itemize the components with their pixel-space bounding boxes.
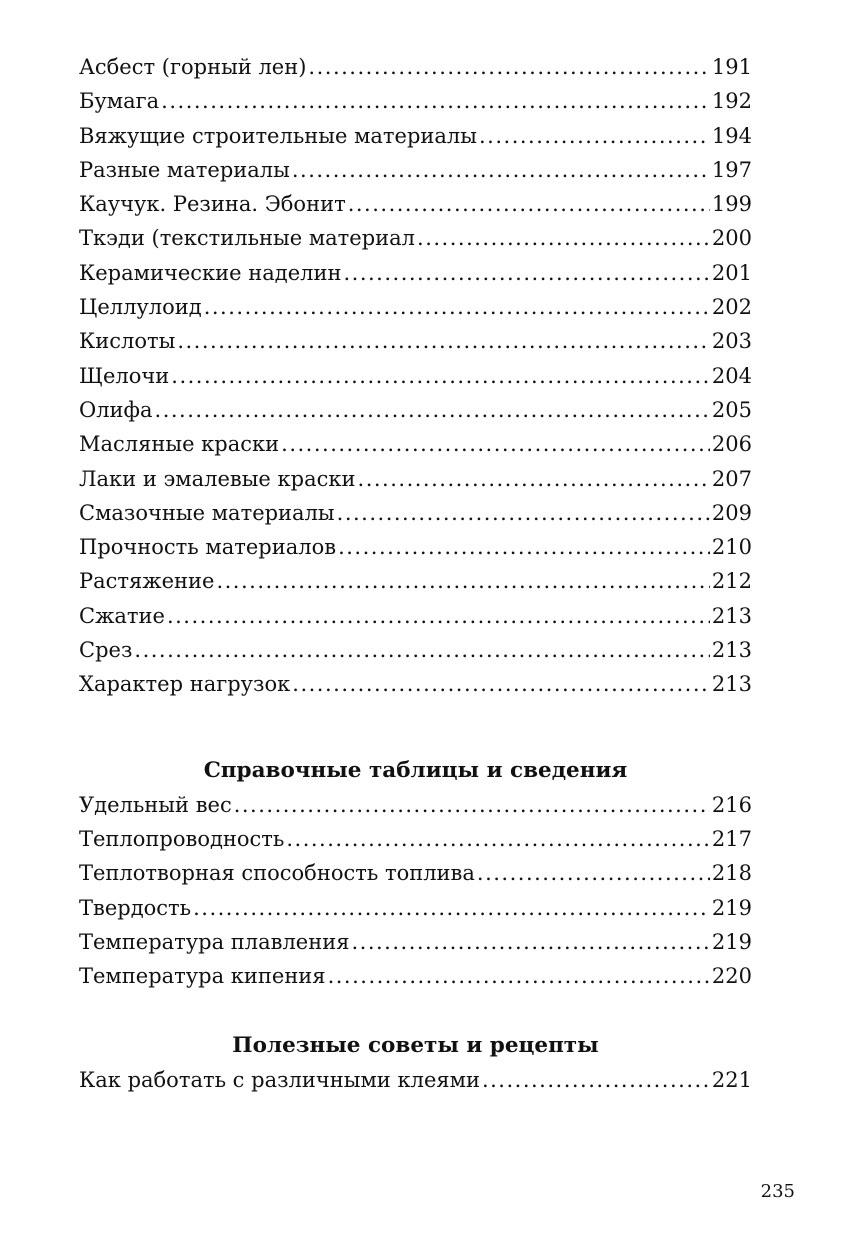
toc-leader-dots xyxy=(134,633,710,667)
toc-leader-dots xyxy=(337,496,710,530)
toc-entry-title: Бумага xyxy=(79,89,160,114)
toc-leader-dots xyxy=(348,187,710,221)
toc-entry-title: Теплотворная способность топлива xyxy=(79,861,475,886)
toc-entry xyxy=(79,359,752,393)
toc-entry xyxy=(79,84,752,118)
toc-leader-dots xyxy=(281,427,710,461)
toc-entry-title: Температура кипения xyxy=(79,964,326,989)
toc-entry xyxy=(79,564,752,598)
toc-entry-title: Каучук. Резина. Эбонит xyxy=(79,192,346,217)
toc-entry-page: 194 xyxy=(711,123,752,148)
toc-leader-dots xyxy=(308,50,709,84)
toc-leader-dots xyxy=(351,925,709,959)
toc-leader-dots xyxy=(171,359,710,393)
toc-entry xyxy=(79,187,752,221)
toc-entry-page: 204 xyxy=(711,363,752,388)
toc-reference-list xyxy=(79,788,752,994)
toc-leader-dots xyxy=(292,153,710,187)
toc-leader-dots xyxy=(286,822,710,856)
toc-entry xyxy=(79,925,752,959)
toc-entry-page: 213 xyxy=(711,638,752,663)
toc-entry-title: Ткэди (текстильные материал xyxy=(79,226,416,251)
toc-leader-dots xyxy=(292,667,710,701)
toc-entry-page: 220 xyxy=(711,964,752,989)
toc-entry-page: 199 xyxy=(711,192,752,217)
toc-entry-title: Удельный вес xyxy=(79,792,232,817)
toc-entry-page: 212 xyxy=(711,569,752,594)
toc-entry-page: 202 xyxy=(711,295,752,320)
toc-leader-dots xyxy=(482,1063,710,1097)
toc-entry-page: 209 xyxy=(711,500,752,525)
toc-entry-title: Целлулоид xyxy=(79,295,202,320)
toc-leader-dots xyxy=(193,891,710,925)
toc-leader-dots xyxy=(177,324,710,358)
toc-entry xyxy=(79,290,752,324)
toc-leader-dots xyxy=(204,290,710,324)
toc-entry-title: Лаки и эмалевые краски xyxy=(79,466,356,491)
toc-entry xyxy=(79,256,752,290)
toc-entry-page: 216 xyxy=(711,792,752,817)
toc-entry-page: 210 xyxy=(711,535,752,560)
toc-entry-page: 203 xyxy=(711,329,752,354)
toc-entry-title: Теплопроводность xyxy=(79,826,285,851)
toc-entry xyxy=(79,530,752,564)
toc-entry-page: 197 xyxy=(711,157,752,182)
toc-entry-page: 207 xyxy=(711,466,752,491)
toc-leader-dots xyxy=(167,599,710,633)
toc-entry xyxy=(79,667,752,701)
toc-main-list xyxy=(79,50,752,702)
toc-entry xyxy=(79,496,752,530)
section-heading-reference: Справочные таблицы и сведения xyxy=(203,757,628,783)
toc-entry xyxy=(79,788,752,822)
toc-entry-title: Керамические наделин xyxy=(79,260,342,285)
toc-entry-page: 200 xyxy=(711,226,752,251)
toc-leader-dots xyxy=(343,256,709,290)
toc-entry xyxy=(79,822,752,856)
toc-leader-dots xyxy=(358,462,710,496)
toc-entry xyxy=(79,221,752,255)
toc-entry xyxy=(79,1063,752,1097)
toc-entry xyxy=(79,393,752,427)
toc-entry-title: Растяжение xyxy=(79,569,215,594)
toc-page xyxy=(79,50,752,1098)
toc-tips-list xyxy=(79,1063,752,1097)
toc-entry xyxy=(79,891,752,925)
toc-entry xyxy=(79,599,752,633)
toc-entry-title: Кислоты xyxy=(79,329,176,354)
toc-entry-title: Масляные краски xyxy=(79,432,280,457)
toc-leader-dots xyxy=(479,119,710,153)
toc-entry-page: 219 xyxy=(711,895,752,920)
toc-entry xyxy=(79,153,752,187)
toc-entry-title: Температура плавления xyxy=(79,929,350,954)
toc-leader-dots xyxy=(328,959,710,993)
toc-leader-dots xyxy=(155,393,710,427)
toc-entry-page: 213 xyxy=(711,672,752,697)
toc-entry-title: Щелочи xyxy=(79,363,170,388)
page-number: 235 xyxy=(760,1181,795,1202)
toc-entry-page: 221 xyxy=(711,1068,752,1093)
toc-entry-title: Прочность материалов xyxy=(79,535,337,560)
toc-entry-page: 218 xyxy=(711,861,752,886)
toc-entry-title: Вяжущие строительные материалы xyxy=(79,123,477,148)
toc-entry-title: Сжатие xyxy=(79,603,165,628)
toc-entry-title: Смазочные материалы xyxy=(79,500,335,525)
toc-entry-title: Твердость xyxy=(79,895,192,920)
toc-entry xyxy=(79,462,752,496)
toc-leader-dots xyxy=(338,530,710,564)
toc-entry-page: 192 xyxy=(711,89,752,114)
toc-entry-page: 213 xyxy=(711,603,752,628)
toc-leader-dots xyxy=(161,84,710,118)
toc-entry-title: Срез xyxy=(79,638,133,663)
toc-entry-page: 191 xyxy=(711,55,752,79)
toc-entry xyxy=(79,119,752,153)
toc-entry xyxy=(79,50,752,84)
toc-leader-dots xyxy=(216,564,709,598)
toc-entry-page: 219 xyxy=(711,929,752,954)
toc-entry-title: Характер нагрузок xyxy=(79,672,291,697)
toc-entry-page: 206 xyxy=(711,432,752,457)
toc-entry xyxy=(79,856,752,890)
toc-leader-dots xyxy=(417,221,710,255)
toc-entry xyxy=(79,427,752,461)
toc-entry-title: Как работать с различными клеями xyxy=(79,1068,480,1093)
toc-leader-dots xyxy=(477,856,710,890)
toc-entry xyxy=(79,959,752,993)
toc-leader-dots xyxy=(234,788,710,822)
toc-entry-page: 201 xyxy=(711,260,752,285)
toc-entry-title: Олифа xyxy=(79,397,153,422)
toc-entry-page: 205 xyxy=(711,397,752,422)
toc-entry-title: Асбест (горный лен) xyxy=(79,55,307,79)
section-heading-tips: Полезные советы и рецепты xyxy=(232,1033,599,1059)
toc-entry-title: Разные материалы xyxy=(79,157,290,182)
toc-entry xyxy=(79,633,752,667)
toc-entry xyxy=(79,324,752,358)
toc-entry-page: 217 xyxy=(711,826,752,851)
